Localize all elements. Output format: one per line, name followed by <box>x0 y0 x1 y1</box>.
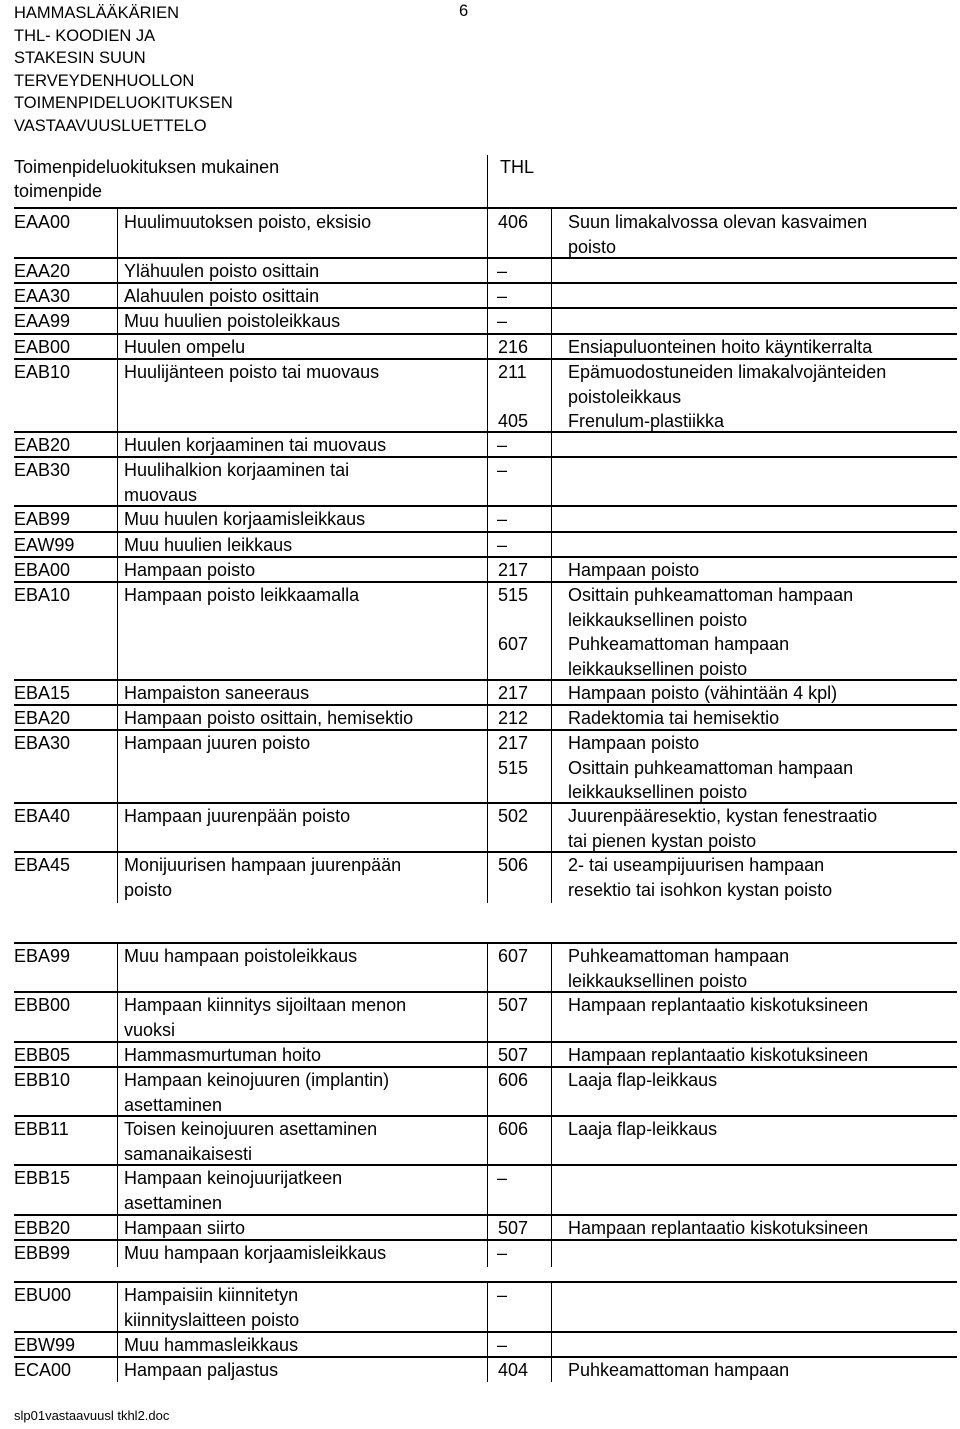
procedure-code: EBA15 <box>14 683 71 703</box>
column-divider <box>487 992 488 1042</box>
procedure-code: EAW99 <box>14 535 75 555</box>
column-header-procedure: Toimenpideluokituksen mukainen <box>14 157 280 177</box>
procedure-description: Muu huulen korjaamisleikkaus <box>124 509 366 529</box>
thl-description: tai pienen kystan poisto <box>568 830 757 851</box>
row-divider <box>14 1214 957 1216</box>
procedure-code: EAB20 <box>14 435 71 455</box>
thl-code: 217 <box>498 733 529 753</box>
column-divider <box>487 506 488 532</box>
column-divider <box>117 258 118 283</box>
column-divider <box>487 1240 488 1267</box>
procedure-description: Hampaiston saneeraus <box>124 683 310 703</box>
procedure-code: EAB99 <box>14 509 71 529</box>
thl-description: poisto <box>568 236 617 257</box>
row-divider <box>14 1066 957 1068</box>
thl-code: 405 <box>498 411 529 431</box>
row-divider <box>14 556 957 558</box>
row-divider <box>14 282 957 284</box>
column-divider <box>487 852 488 903</box>
procedure-code: EBU00 <box>14 1285 72 1305</box>
dash-placeholder: – <box>497 286 508 306</box>
column-divider <box>117 1332 118 1357</box>
thl-description: Puhkeamattoman hampaan <box>568 946 790 966</box>
procedure-code: EAA30 <box>14 286 71 306</box>
thl-description: Frenulum-plastiikka <box>568 411 725 431</box>
column-divider <box>117 1282 118 1332</box>
column-divider <box>487 308 488 334</box>
dash-placeholder: – <box>497 1243 508 1263</box>
dash-placeholder: – <box>497 460 508 480</box>
row-divider <box>14 704 957 706</box>
row-divider <box>14 307 957 309</box>
column-divider <box>551 457 552 506</box>
thl-code: 502 <box>498 806 529 826</box>
procedure-description: Muu huulien poistoleikkaus <box>124 311 341 331</box>
procedure-description: Hampaan keinojuurijatkeen <box>124 1168 343 1188</box>
column-divider <box>487 532 488 557</box>
row-divider <box>14 1331 957 1333</box>
column-divider <box>551 258 552 283</box>
row-divider <box>14 942 957 944</box>
dash-placeholder: – <box>497 1168 508 1188</box>
column-divider <box>487 155 488 208</box>
row-divider <box>14 1281 957 1283</box>
thl-description: Hampaan replantaatio kiskotuksineen <box>568 1218 869 1238</box>
column-divider <box>551 852 552 903</box>
column-divider <box>487 1282 488 1332</box>
column-header-thl: THL <box>500 157 535 177</box>
column-divider <box>117 1042 118 1067</box>
thl-code: 404 <box>498 1360 529 1380</box>
procedure-code: EBA40 <box>14 806 71 826</box>
row-divider <box>14 1115 957 1117</box>
column-divider <box>487 680 488 705</box>
thl-description: Puhkeamattoman hampaan <box>568 1360 790 1380</box>
column-divider <box>117 283 118 308</box>
column-divider <box>117 582 118 680</box>
procedure-code: EBA99 <box>14 946 71 966</box>
column-divider <box>551 506 552 532</box>
procedure-code: ECA00 <box>14 1360 72 1380</box>
thl-description: Hampaan poisto (vähintään 4 kpl) <box>568 683 838 703</box>
header-line: VASTAAVUUSLUETTELO <box>14 116 207 135</box>
procedure-description: Hampaan poisto <box>124 560 256 580</box>
thl-description: Osittain puhkeamattoman hampaan <box>568 585 854 605</box>
procedure-description: kiinnityslaitteen poisto <box>124 1309 300 1330</box>
column-divider <box>117 532 118 557</box>
column-divider <box>117 1067 118 1116</box>
procedure-description: asettaminen <box>124 1094 223 1115</box>
row-divider <box>14 358 957 360</box>
column-divider <box>487 334 488 359</box>
thl-code: 217 <box>498 560 529 580</box>
column-divider <box>551 532 552 557</box>
document-header <box>14 2 233 138</box>
thl-description: resektio tai isohkon kystan poisto <box>568 879 833 900</box>
procedure-description: Alahuulen poisto osittain <box>124 286 320 306</box>
column-divider <box>117 730 118 803</box>
column-divider <box>117 1116 118 1165</box>
thl-description: 2- tai useampijuurisen hampaan <box>568 855 825 875</box>
procedure-description: Huulimuutoksen poisto, eksisio <box>124 212 372 232</box>
column-divider <box>487 359 488 432</box>
procedure-description: Hampaan poisto leikkaamalla <box>124 585 360 605</box>
column-divider <box>551 1042 552 1067</box>
column-divider <box>551 1215 552 1240</box>
column-divider <box>487 1165 488 1215</box>
column-divider <box>487 283 488 308</box>
thl-description: Ensiapuluonteinen hoito käyntikerralta <box>568 337 873 357</box>
procedure-description: Ylähuulen poisto osittain <box>124 261 320 281</box>
thl-description: Hampaan poisto <box>568 733 700 753</box>
procedure-description: samanaikaisesti <box>124 1143 253 1164</box>
thl-description: Puhkeamattoman hampaan <box>568 634 790 654</box>
procedure-description: Huulen korjaaminen tai muovaus <box>124 435 387 455</box>
procedure-code: EAB00 <box>14 337 71 357</box>
procedure-description: vuoksi <box>124 1019 176 1040</box>
thl-description: Radektomia tai hemisektio <box>568 708 780 728</box>
column-divider <box>551 1067 552 1116</box>
row-divider <box>14 1239 957 1241</box>
procedure-description: Hampaan juurenpään poisto <box>124 806 351 826</box>
column-divider <box>487 1332 488 1357</box>
column-divider <box>551 209 552 258</box>
column-divider <box>117 803 118 852</box>
thl-description: leikkauksellinen poisto <box>568 658 748 679</box>
column-divider <box>117 209 118 258</box>
column-divider <box>487 705 488 730</box>
dash-placeholder: – <box>497 1335 508 1355</box>
column-divider <box>551 359 552 432</box>
column-divider <box>117 334 118 359</box>
dash-placeholder: – <box>497 261 508 281</box>
row-divider <box>14 1356 957 1358</box>
row-divider <box>14 431 957 433</box>
procedure-description: Hampaan juuren poisto <box>124 733 311 753</box>
column-header-procedure: toimenpide <box>14 181 103 201</box>
procedure-code: EAA00 <box>14 212 71 232</box>
header-line: TERVEYDENHUOLLON <box>14 71 195 90</box>
column-divider <box>487 582 488 680</box>
column-divider <box>487 557 488 582</box>
column-divider <box>551 730 552 803</box>
thl-code: 506 <box>498 855 529 875</box>
column-divider <box>117 943 118 992</box>
thl-code: 211 <box>498 362 527 382</box>
header-line: TOIMENPIDELUOKITUKSEN <box>14 94 233 113</box>
column-divider <box>551 1332 552 1357</box>
row-divider <box>14 1164 957 1166</box>
column-divider <box>551 992 552 1042</box>
column-divider <box>487 1215 488 1240</box>
procedure-code: EBA30 <box>14 733 71 753</box>
thl-description: Laaja flap-leikkaus <box>568 1119 718 1139</box>
procedure-description: Hampaan keinojuuren (implantin) <box>124 1070 390 1090</box>
thl-code: 212 <box>498 708 529 728</box>
dash-placeholder: – <box>497 1285 508 1305</box>
column-divider <box>551 283 552 308</box>
column-divider <box>117 457 118 506</box>
thl-code: 507 <box>498 1045 529 1065</box>
column-divider <box>487 432 488 457</box>
column-divider <box>487 209 488 258</box>
thl-code: 606 <box>498 1070 529 1090</box>
column-divider <box>551 1165 552 1215</box>
thl-description: Hampaan replantaatio kiskotuksineen <box>568 1045 869 1065</box>
column-divider <box>117 1240 118 1267</box>
procedure-code: EBB05 <box>14 1045 71 1065</box>
procedure-code: EBA20 <box>14 708 71 728</box>
column-divider <box>551 943 552 992</box>
procedure-description: Muu hampaan korjaamisleikkaus <box>124 1243 387 1263</box>
column-divider <box>117 308 118 334</box>
procedure-code: EBB00 <box>14 995 71 1015</box>
column-divider <box>551 308 552 334</box>
thl-code: 406 <box>498 212 529 232</box>
column-divider <box>551 557 552 582</box>
column-divider <box>117 359 118 432</box>
column-divider <box>551 1116 552 1165</box>
procedure-description: asettaminen <box>124 1192 223 1213</box>
procedure-description: Toisen keinojuuren asettaminen <box>124 1119 378 1139</box>
procedure-description: Hampaan kiinnitys sijoiltaan menon <box>124 995 407 1015</box>
column-divider <box>487 457 488 506</box>
procedure-code: EBW99 <box>14 1335 76 1355</box>
procedure-code: EBB15 <box>14 1168 71 1188</box>
thl-code: 607 <box>498 634 529 654</box>
procedure-code: EBB11 <box>14 1119 69 1139</box>
procedure-code: EAA99 <box>14 311 71 331</box>
column-divider <box>551 705 552 730</box>
procedure-code: EBB99 <box>14 1243 71 1263</box>
column-divider <box>487 1116 488 1165</box>
column-divider <box>487 258 488 283</box>
procedure-code: EBB20 <box>14 1218 71 1238</box>
row-divider <box>14 333 957 335</box>
dash-placeholder: – <box>497 435 508 455</box>
column-divider <box>551 432 552 457</box>
column-divider <box>117 1165 118 1215</box>
procedure-description: Huulen ompelu <box>124 337 246 357</box>
column-divider <box>117 1215 118 1240</box>
thl-description: leikkauksellinen poisto <box>568 609 748 630</box>
thl-code: 606 <box>498 1119 529 1139</box>
page-number: 6 <box>459 2 469 20</box>
header-rule <box>14 207 957 209</box>
procedure-description: Huulijänteen poisto tai muovaus <box>124 362 380 382</box>
dash-placeholder: – <box>497 535 508 555</box>
thl-code: 507 <box>498 1218 529 1238</box>
column-divider <box>117 557 118 582</box>
header-line: HAMMASLÄÄKÄRIEN <box>14 4 180 22</box>
procedure-description: Monijuurisen hampaan juurenpään <box>124 855 402 875</box>
column-divider <box>117 852 118 903</box>
thl-description: Hampaan poisto <box>568 560 700 580</box>
thl-description: poistoleikkaus <box>568 386 682 407</box>
thl-description: leikkauksellinen poisto <box>568 970 748 991</box>
procedure-description: muovaus <box>124 484 198 505</box>
column-divider <box>551 1282 552 1332</box>
procedure-description: poisto <box>124 879 173 900</box>
column-divider <box>487 803 488 852</box>
procedure-description: Hampaan poisto osittain, hemisektio <box>124 708 414 728</box>
thl-code: 607 <box>498 946 529 966</box>
procedure-description: Muu hampaan poistoleikkaus <box>124 946 358 966</box>
thl-description: Epämuodostuneiden limakalvojänteiden <box>568 362 887 382</box>
procedure-description: Huulihalkion korjaaminen tai <box>124 460 350 480</box>
row-divider <box>14 802 957 804</box>
thl-code: 217 <box>498 683 529 703</box>
column-divider <box>117 1357 118 1382</box>
thl-description: Laaja flap-leikkaus <box>568 1070 718 1090</box>
row-divider <box>14 991 957 993</box>
procedure-description: Hampaan siirto <box>124 1218 246 1238</box>
column-divider <box>551 1240 552 1267</box>
column-divider <box>551 582 552 680</box>
column-divider <box>487 1067 488 1116</box>
footer-filename: slp01vastaavuusl tkhl2.doc <box>14 1408 170 1423</box>
column-divider <box>117 506 118 532</box>
procedure-code: EBA45 <box>14 855 71 875</box>
column-divider <box>117 705 118 730</box>
procedure-description: Muu hammasleikkaus <box>124 1335 299 1355</box>
procedure-code: EAB30 <box>14 460 71 480</box>
row-divider <box>14 257 957 259</box>
thl-description: Suun limakalvossa olevan kasvaimen <box>568 212 868 232</box>
column-divider <box>117 680 118 705</box>
row-divider <box>14 851 957 853</box>
column-divider <box>551 1357 552 1382</box>
procedure-description: Hammasmurtuman hoito <box>124 1045 322 1065</box>
procedure-code: EAB10 <box>14 362 71 382</box>
column-divider <box>551 334 552 359</box>
header-line: STAKESIN SUUN <box>14 49 146 68</box>
column-divider <box>487 730 488 803</box>
thl-description: Hampaan replantaatio kiskotuksineen <box>568 995 869 1015</box>
thl-description: Osittain puhkeamattoman hampaan <box>568 757 854 778</box>
row-divider <box>14 1041 957 1043</box>
column-divider <box>551 803 552 852</box>
thl-code: 515 <box>498 757 529 778</box>
column-divider <box>117 432 118 457</box>
thl-code: 216 <box>498 337 529 357</box>
procedure-description: Hampaisiin kiinnitetyn <box>124 1285 299 1305</box>
thl-description: Juurenpääresektio, kystan fenestraatio <box>568 806 878 826</box>
row-divider <box>14 679 957 681</box>
row-divider <box>14 581 957 583</box>
column-divider <box>487 1042 488 1067</box>
procedure-description: Hampaan paljastus <box>124 1360 279 1380</box>
row-divider <box>14 505 957 507</box>
column-divider <box>551 680 552 705</box>
row-divider <box>14 729 957 731</box>
column-divider <box>487 943 488 992</box>
column-divider <box>117 992 118 1042</box>
procedure-description: Muu huulien leikkaus <box>124 535 293 555</box>
procedure-code: EBA00 <box>14 560 71 580</box>
dash-placeholder: – <box>497 509 508 529</box>
row-divider <box>14 531 957 533</box>
row-divider <box>14 456 957 458</box>
procedure-code: EAA20 <box>14 261 71 281</box>
procedure-code: EBA10 <box>14 585 71 605</box>
procedure-code: EBB10 <box>14 1070 71 1090</box>
column-divider <box>487 1357 488 1382</box>
thl-description: leikkauksellinen poisto <box>568 782 748 802</box>
thl-code: 515 <box>498 585 529 605</box>
thl-code: 507 <box>498 995 529 1015</box>
dash-placeholder: – <box>497 311 508 331</box>
header-line: THL- KOODIEN JA <box>14 26 156 45</box>
